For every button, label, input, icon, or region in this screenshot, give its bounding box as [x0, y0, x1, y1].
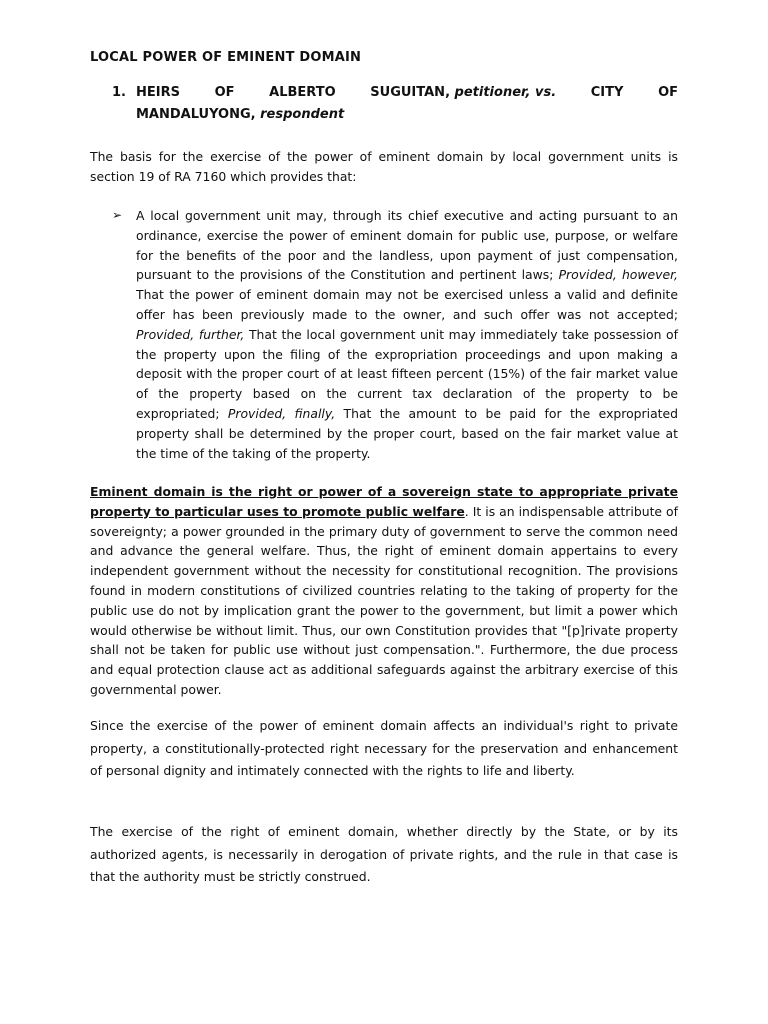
derogation-paragraph: The exercise of the right of eminent domain, whether directly by the State, or by its authorized agents, is necessarily in derogation of private rights, and the rule in that case is that the authority must be strictly construed.	[90, 824, 678, 885]
private-property-paragraph: Since the exercise of the power of eminent domain affects an individual's right to private property, a constitutionally-protected right necessary for the preservation and enhancement of personal dignity and intimately connected with the rights to life and liberty.	[90, 718, 678, 779]
eminent-domain-definition-paragraph: Eminent domain is the right or power of a sovereign state to appropriate private property to particular uses to promote public welfare. It is an indispensable attribute of sovereignty; a power grounded in the primary duty of government to serve the common need and advance the general welfare. Thus, the right of eminent domain appertains to every independent government without the necessity for constitutional recognition. The provisions found in modern constitutions of civilized countries relating to the taking of property for the public use do not by implication grant the power to the government, but limit a power which would otherwise be without limit. Thus, our own Constitution provides that "[p]rivate property shall not be taken for public use without just compensation.". Furthermore, the due process and equal protection clause act as additional safeguards against the arbitrary exercise of this governmental power.	[90, 484, 678, 697]
case-word: OF	[658, 85, 678, 100]
highlighted-definition: Eminent domain is the right or power of a sovereign state to appropriate private property to particular uses to promote public welfare	[90, 484, 678, 519]
case-word: ALBERTO	[269, 85, 336, 100]
case-petitioner: SUGUITAN, petitioner, vs.	[370, 85, 557, 100]
case-word: CITY	[590, 85, 624, 100]
case-word: OF	[214, 85, 235, 100]
case-heading-line-1	[136, 82, 678, 104]
arrow-bullet-icon: ➢	[112, 208, 123, 222]
case-number: 1.	[112, 85, 126, 100]
page-title: LOCAL POWER OF EMINENT DOMAIN	[90, 50, 362, 65]
intro-paragraph: The basis for the exercise of the power of eminent domain by local government units is section 19 of RA 7160 which provides that:	[90, 149, 678, 184]
case-respondent: MANDALUYONG, respondent	[136, 107, 345, 122]
provision-text: A local government unit may, through its chief executive and acting pursuant to an ordinance, exercise the power of eminent domain for public use, purpose, or welfare for the benefits of the poor and the landless, upon payment of just compensation, pursuant to the provisions of the Constitution and pertinent laws; Provided, however, That the power of eminent domain may not be exercised unless a valid and definite offer has been previously made to the owner, and such offer was not accepted; Provided, further, That the local government unit may immediately take possession of the property upon the filing of the expropriation proceedings and upon making a deposit with the proper court of at least fifteen percent (15%) of the fair market value of the property based on the current tax declaration of the property to be expropriated; Provided, finally, That the amount to be paid for the expropriated property shall be determined by the proper court, based on the fair market value at the time of the taking of the property.	[136, 208, 679, 461]
case-word: HEIRS	[136, 85, 180, 100]
